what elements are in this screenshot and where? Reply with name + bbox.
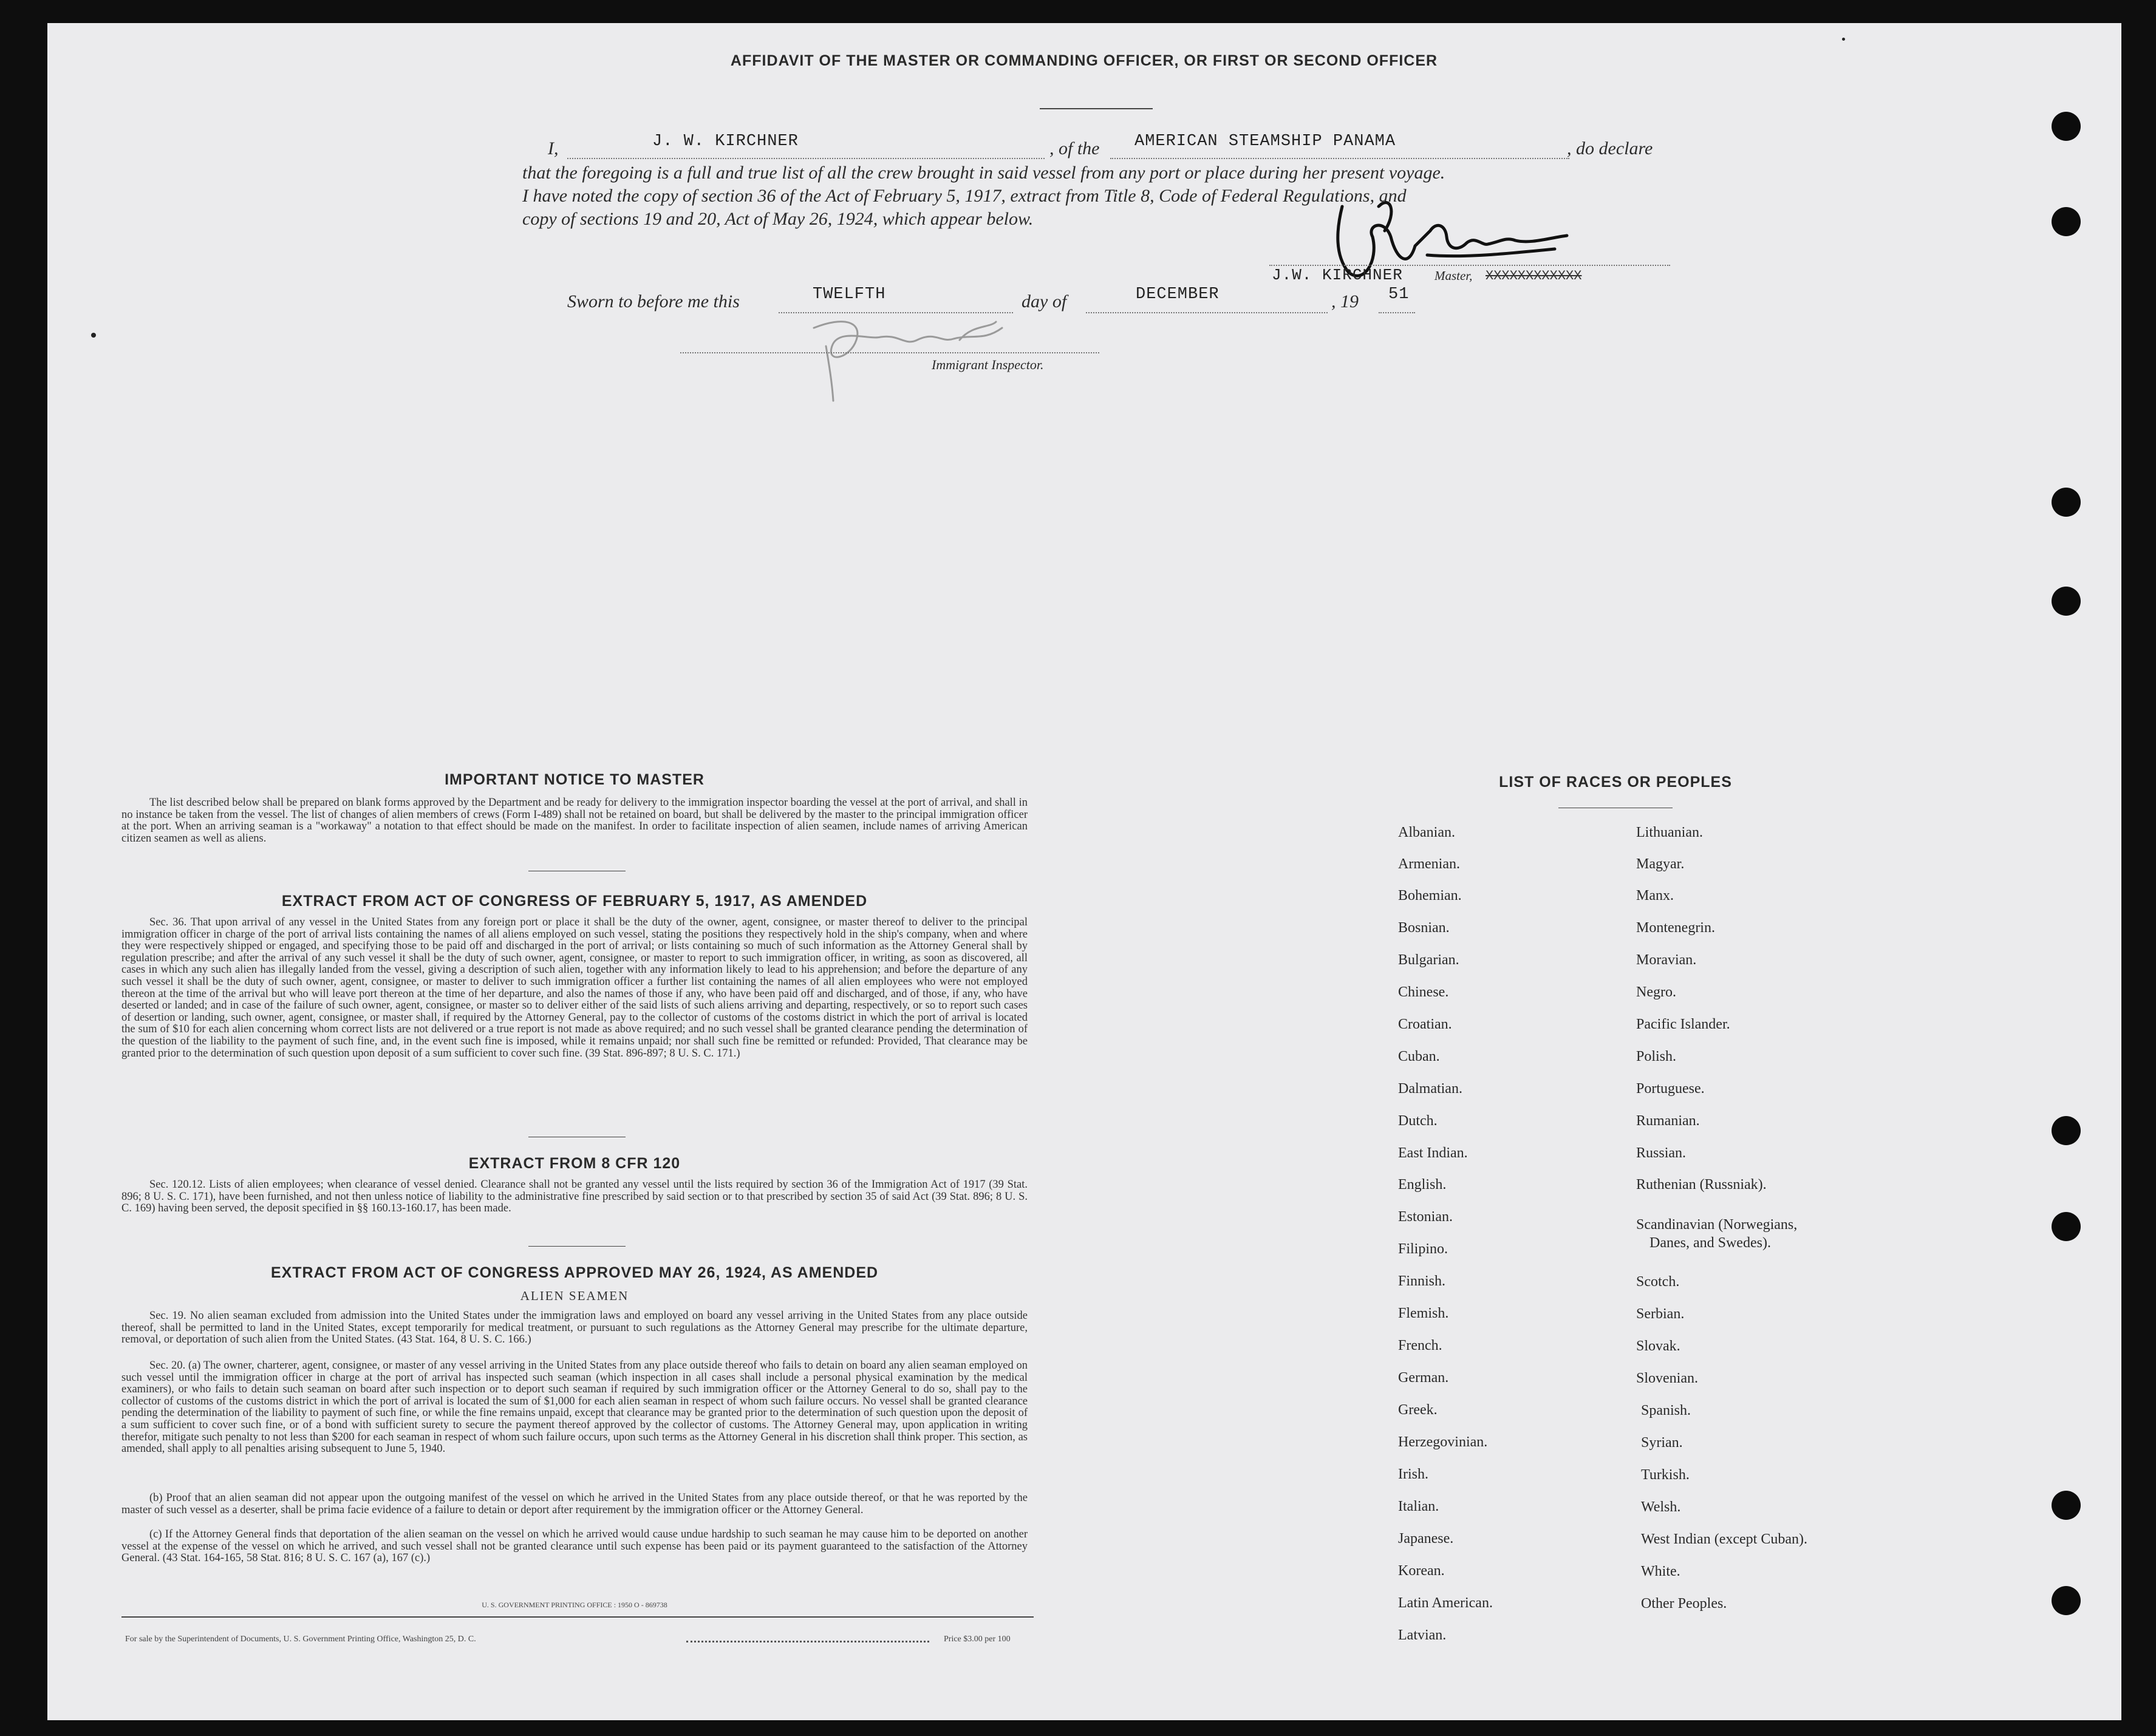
race-item: Irish. [1398,1466,1428,1482]
sec-20a-body: Sec. 20. (a) The owner, charterer, agent, consignee, or master of any vessel arriving in the United States from any place outside thereof who fails to detain on board any alien seaman employed on such vessel until the immigration officer in charge at the port of arrival has inspected such seaman (which inspection in all cases shall include a personal physical examination by the medical examiners), or who fails to detain such seaman on board after such inspection or to deport such seaman if required by such immigration officer or the Attorney General to do so, shall pay to the collector of customs of the customs district in which the port of arrival is located the sum of $1,000 for each alien seaman in respect of whom such failure occurs. No vessel shall be granted clearance pending the determination of the liability to payment of such fine, or while the fine remains unpaid, except that clearance may be granted prior to the determination of such question upon the deposit of a sum sufficient to cover such fine, or of a bond with sufficient surety to secure the payment thereof approved by the collector of customs. The Attorney General may, upon application in writing therefor, mitigate such penalty to not less than $200 for each seaman in respect of whom such failure occurs, upon such terms as the Attorney General in his discretion shall think proper. This section, as amended, shall apply to all penalties arising subsequent to June 5, 1940. [121,1360,1028,1455]
sworn-month: DECEMBER [1136,285,1220,304]
footer-rule [121,1616,1034,1618]
race-item: Syrian. [1641,1435,1683,1451]
section-rule [528,1246,626,1247]
sworn-month-line [1086,312,1328,313]
race-item: Pacific Islander. [1636,1016,1730,1032]
extract-1917-body: Sec. 36. That upon arrival of any vessel in the United States from any foreign port or place it shall be the duty of the owner, agent, consignee, or master thereof to deliver to the principal immigration officer in charge of the port of arrival lists containing the names of all aliens employed on such vessel, stating the positions they respectively hold in the ship's company, when and where they were respectively shipped or engaged, and specifying those to be paid off and discharged in the port of arrival; or lists containing so much of such information as the Attorney General shall by regulation prescribe; and after the arrival of any such vessel it shall be the duty of such owner, agent, consignee, or master to report to such immigration officer, in writing, as soon as discovered, all cases in which any such alien has illegally landed from the vessel, giving a description of such alien, together with any information likely to lead to his apprehension; and before the departure of any such vessel it shall be the duty of such owner, agent, consignee, or master to deliver to such immigration officer a further list containing the names of all alien employees who were not employed thereon at the time of the arrival but who will leave port thereon at the time of her departure, and also the names of those if any, who have been paid off and discharged, and of those, if any, who have deserted or landed; and in case of the failure of such owner, agent, consignee, or master so to deliver either of the said lists of such aliens arriving and departing, respectively, or so to report such cases of desertion or landing, such owner, agent, consignee, or master shall, if required by the Attorney General, pay to the collector of customs of the costoms district in which the port of arrival is located the sum of $10 for each alien concerning whom correct lists are not delivered or a true report is not made as above required; and no such vessel shall be granted clearance pending the determination of the question of the liability to the payment of such fine, and, in the event such fine is imposed, while it remains unpaid; nor shall such fine be remitted or refunded: Provided, That clearance may be granted prior to the determination of such question upon deposit of a sum sufficient to cover such fine. (39 Stat. 896-897; 8 U. S. C. 171.) [121,916,1028,1060]
affidavit-line-4: copy of sections 19 and 20, Act of May 26, 1924, which appear below. [522,209,1034,229]
race-item: Welsh. [1641,1499,1681,1515]
race-item: Portuguese. [1636,1081,1705,1097]
scan-speck [91,333,96,338]
binder-hole [2052,1586,2081,1615]
race-item: Dalmatian. [1398,1081,1462,1097]
binder-hole [2052,1212,2081,1241]
year-prefix: , 19 [1331,291,1359,311]
race-item: Rumanian. [1636,1113,1700,1129]
race-item: Finnish. [1398,1273,1446,1289]
race-item: Greek. [1398,1402,1438,1418]
race-item: Russian. [1636,1145,1687,1161]
race-item: French. [1398,1338,1442,1353]
binder-hole [2052,207,2081,236]
sworn-year-line [1379,312,1415,313]
day-of-text: day of [1022,291,1067,311]
affidavit-line-2: that the foregoing is a full and true list of all the crew brought in said vessel from any port or place during her present voyage. [522,163,1445,183]
race-item: Latin American. [1398,1595,1493,1611]
race-item: Armenian. [1398,856,1460,872]
extract-1917-title: EXTRACT FROM ACT OF CONGRESS OF FEBRUARY 5, 1917, AS AMENDED [281,893,868,910]
race-item: Scotch. [1636,1274,1680,1290]
gpo-imprint: U. S. GOVERNMENT PRINTING OFFICE : 1950 O - 869738 [482,1601,667,1609]
race-item: Cuban. [1398,1049,1440,1064]
sale-note: For sale by the Superintendent of Documents, U. S. Government Printing Office, Washington 25, D. C. [125,1635,476,1644]
officer-name-line [567,158,1045,159]
vessel-name: AMERICAN STEAMSHIP PANAMA [1134,132,1396,151]
document-page [47,23,2121,1720]
notice-body: The list described below shall be prepared on blank forms approved by the Department and be ready for delivery to the immigration inspector boarding the vessel at the port of arrival, and shall in no instance be taken from the vessel. The list of changes of alien members of crews (Form I-489) shall not be retained on board, but shall be delivered by the master to the principal immigration officer at the port. When an arriving seaman is a "workaway" a notation to that effect should be made on the manifest. In order to facilitate inspection of alien seamen, include names of arriving American citizen seamen as well as aliens. [121,797,1028,845]
race-item: Danes, and Swedes). [1649,1235,1771,1251]
vessel-name-line [1110,158,1569,159]
race-item: East Indian. [1398,1145,1468,1161]
race-item: White. [1641,1564,1680,1579]
sworn-year: 51 [1388,285,1410,304]
master-typed-name: J.W. KIRCHNER [1272,266,1403,284]
race-item: Serbian. [1636,1306,1685,1322]
notice-title: IMPORTANT NOTICE TO MASTER [445,771,704,788]
binder-hole [2052,1491,2081,1520]
master-title: Master, [1434,268,1473,283]
race-item: Turkish. [1641,1467,1690,1483]
race-item: Bulgarian. [1398,952,1459,968]
race-item: Polish. [1636,1049,1677,1064]
do-declare-text: , do declare [1567,138,1653,158]
extract-1924-title: EXTRACT FROM ACT OF CONGRESS APPROVED MAY 26, 1924, AS AMENDED [270,1264,879,1281]
race-item: Moravian. [1636,952,1697,968]
race-item: German. [1398,1370,1449,1386]
race-item: Estonian. [1398,1209,1453,1225]
race-item: Montenegrin. [1636,920,1715,936]
race-item: Japanese. [1398,1531,1454,1547]
sec-19-body: Sec. 19. No alien seaman excluded from admission into the United States under the immigration laws and employed on board any vessel arriving in the United States from any place outside thereof, shall be permitted to land in the United States, except temporarily for medical treatment, or pursuant to such regulations as the Attorney General may prescribe for the ultimate departure, removal, or deportation of such alien from the United States. (43 Stat. 164, 8 U. S. C. 166.) [121,1310,1028,1346]
race-item: Herzegovinian. [1398,1434,1488,1450]
race-item: Dutch. [1398,1113,1438,1129]
race-item: Korean. [1398,1563,1445,1579]
footer-leader [686,1641,929,1642]
alien-seamen-subtitle: ALIEN SEAMEN [520,1288,629,1303]
race-item: Manx. [1636,888,1674,904]
sworn-day: TWELFTH [813,285,886,304]
sec-20c-body: (c) If the Attorney General finds that deportation of the alien seaman on the vessel on which he arrived would cause undue hardship to such seaman he may cause him to be deported on another vessel at the expense of the vessel on which he arrived, and such vessel shall not be granted clearance until such expense has been paid or its payment guaranteed to the satisfaction of the Attorney General. (43 Stat. 164-165, 58 Stat. 816; 8 U. S. C. 167 (a), 167 (c).) [121,1528,1028,1565]
master-title-struck: XXXXXXXXXXXX [1486,268,1582,284]
title-rule [1040,108,1153,109]
race-item: Filipino. [1398,1241,1448,1257]
race-item: Scandinavian (Norwegians, [1636,1217,1798,1233]
race-item: Negro. [1636,984,1676,1000]
race-item: Ruthenian (Russniak). [1636,1177,1767,1193]
race-item: Bosnian. [1398,920,1450,936]
price-note: Price $3.00 per 100 [944,1635,1011,1644]
extract-cfr-title: EXTRACT FROM 8 CFR 120 [468,1155,681,1172]
affidavit-intro: I, [548,138,559,158]
inspector-signature [790,304,1051,407]
race-item: Slovenian. [1636,1370,1698,1386]
scan-speck [1842,38,1845,41]
race-item: Flemish. [1398,1305,1449,1321]
race-item: English. [1398,1177,1447,1193]
race-item: Magyar. [1636,856,1685,872]
extract-cfr-body: Sec. 120.12. Lists of alien employees; when clearance of vessel denied. Clearance shall not be granted any vessel until the lists required by section 36 of the Immigration Act of 1917 (39 Stat. 896; 8 U. S. C. 171), have been furnished, and not then unless notice of liability to the administrative fine prescribed by said section or to that prescribed by section 35 of said Act (39 Stat. 896; 8 U. S. C. 169) having been served, the deposit specified in §§ 160.13-160.17, has been made. [121,1179,1028,1215]
inspector-signature-line [680,352,1099,353]
race-item: Italian. [1398,1499,1439,1514]
race-item: Slovak. [1636,1338,1680,1354]
races-title: LIST OF RACES OR PEOPLES [1499,774,1732,791]
race-item: Bohemian. [1398,888,1462,904]
race-item: Chinese. [1398,984,1449,1000]
race-item: Spanish. [1641,1403,1691,1418]
race-item: Lithuanian. [1636,825,1703,840]
binder-hole [2052,488,2081,517]
race-item: Latvian. [1398,1627,1447,1643]
inspector-label: Immigrant Inspector. [932,357,1044,372]
binder-hole [2052,587,2081,616]
race-item: Other Peoples. [1641,1596,1727,1612]
race-item: West Indian (except Cuban). [1641,1531,1807,1547]
sec-20b-body: (b) Proof that an alien seaman did not appear upon the outgoing manifest of the vessel on which he arrived in the United States from any place outside thereof, or that he was reported by the master of such vessel as a deserter, shall be prima facie evidence of a failure to detain or deport after requirement by the immigration officer or the Attorney General. [121,1492,1028,1516]
affidavit-title: AFFIDAVIT OF THE MASTER OR COMMANDING OFFICER, OR FIRST OR SECOND OFFICER [730,52,1438,69]
sworn-prefix: Sworn to before me this [567,291,740,311]
race-item: Albanian. [1398,825,1455,840]
affidavit-line-3: I have noted the copy of section 36 of the Act of February 5, 1917, extract from Title 8, Code of Federal Regulations, and [522,186,1407,206]
race-item: Croatian. [1398,1016,1452,1032]
officer-name: J. W. KIRCHNER [652,132,799,151]
binder-hole [2052,1116,2081,1145]
binder-hole [2052,112,2081,141]
of-the-text: , of the [1049,138,1100,158]
